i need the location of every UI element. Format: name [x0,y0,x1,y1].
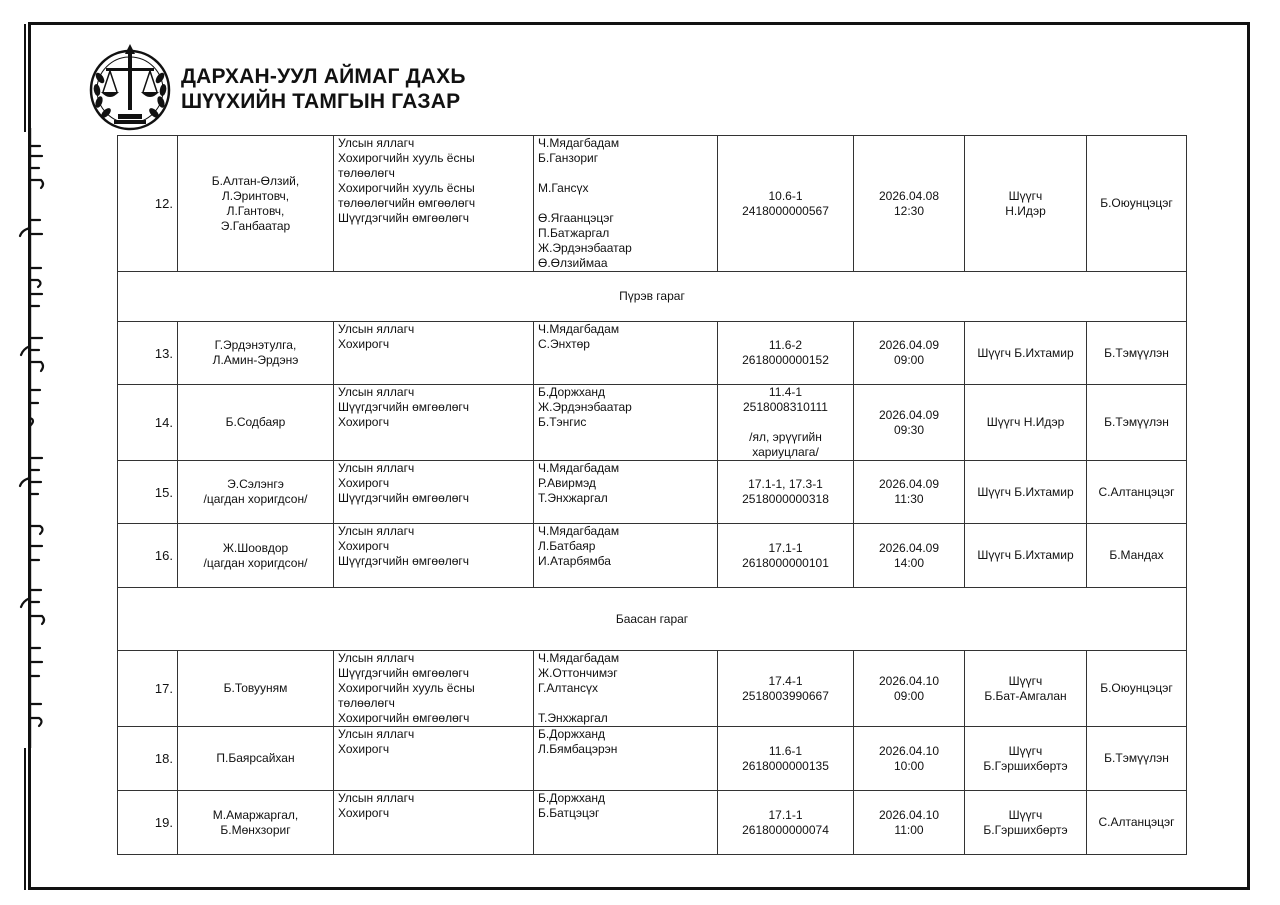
hearing-row [118,727,1187,791]
day-header-thursday [118,272,1187,322]
participant-names-line: Ч.Мядагбадам [538,524,620,538]
presiding-judge-cell [965,385,1087,461]
participant-roles-cell [334,136,534,272]
court-clerk-cell [1087,136,1187,272]
participant-names-line: Б.Доржханд [538,791,606,805]
hearing-datetime-cell [854,461,965,524]
participant-names-line: Б.Ганзориг [538,151,599,165]
law-article-case-id-line: хариуцлага/ [752,445,819,459]
participant-roles-line: Хохирогч [338,742,390,756]
participant-roles-cell [334,322,534,385]
law-article-case-id-line: 11.6-2 [768,338,803,352]
participant-roles-line: Хохирогч [338,539,390,553]
participant-names-line: Ж.Эрдэнэбаатар [538,241,632,255]
hearing-datetime-line: 2026.04.10 [878,743,940,758]
hearing-datetime-cell [854,791,965,855]
hearing-datetime-line: 09:00 [893,688,925,703]
participant-roles-cell [334,524,534,588]
defendant-names-line: Б.Товууням [223,681,288,695]
participant-roles-line: Улсын яллагч [338,322,415,336]
hearing-row [118,136,1187,272]
defendant-names-cell [178,461,334,524]
hearing-datetime-line: 11:30 [894,492,924,506]
law-article-case-id-cell [718,322,854,385]
court-clerk-line: Б.Оюунцэцэг [1100,681,1173,695]
court-clerk-line: Б.Тэмүүлэн [1104,345,1169,360]
participant-names-cell [534,727,718,791]
law-article-case-id-cell [718,651,854,727]
schedule-body-c [118,651,1187,855]
case-number-cell: 12. [118,136,178,272]
participant-names-cell [534,385,718,461]
defendant-names-cell [178,651,334,727]
participant-names-line: Ч.Мядагбадам [538,461,620,475]
participant-names-line: Л.Батбаяр [538,539,596,553]
org-title-line2: ШҮҮХИЙН ТАМГЫН ГАЗАР [181,90,461,113]
court-clerk-line: Б.Оюунцэцэг [1100,196,1173,210]
presiding-judge-line: Шүүгч [1008,673,1043,688]
participant-roles-line: Улсын яллагч [338,385,415,399]
court-clerk-cell [1087,461,1187,524]
court-clerk-cell [1087,322,1187,385]
participant-roles-line: Хохирогчийн өмгөөлөгч [338,711,470,725]
defendant-names-line: Л.Гантовч, [226,203,285,218]
participant-roles-cell [334,385,534,461]
case-number-cell: 15. [118,461,178,524]
defendant-names-line: П.Баярсайхан [216,751,295,765]
case-number-cell: 16. [118,524,178,588]
participant-names-cell [534,651,718,727]
schedule-body-b [118,322,1187,588]
court-clerk-line: С.Алтанцэцэг [1098,815,1175,829]
defendant-names-line: /цагдан хоригдсон/ [203,492,308,506]
participant-roles-line: Хохирогчийн хууль ёсны [338,681,475,695]
participant-names-line: Т.Энхжаргал [538,491,608,505]
participant-names-line: Б.Тэнгис [538,415,587,429]
presiding-judge-cell [965,727,1087,791]
participant-roles-line: Улсын яллагч [338,524,415,538]
day-label-thursday: Пүрэв гараг [118,272,1187,322]
participant-names-line: Л.Бямбацэрэн [538,742,618,756]
participant-names-line: Ч.Мядагбадам [538,651,620,665]
law-article-case-id-line: /ял, эрүүгийн [749,430,822,444]
margin-rule-top [24,24,26,132]
participant-names-line: Б.Доржханд [538,385,606,399]
hearing-datetime-line: 11:00 [894,822,924,837]
participant-roles-line: Хохирогчийн хууль ёсны [338,181,475,195]
presiding-judge-line: Шүүгч Б.Ихтамир [977,548,1074,562]
margin-rule-bottom [24,748,26,890]
participant-names-line: Г.Алтансүх [538,681,599,695]
participant-names-line: Ж.Эрдэнэбаатар [538,400,632,414]
presiding-judge-line: Б.Гэршихбөртэ [983,758,1068,773]
defendant-names-line: Э.Ганбаатар [220,218,291,233]
organization-title [181,64,466,114]
presiding-judge-line: Шүүгч [1008,807,1043,822]
law-article-case-id-cell [718,524,854,588]
court-clerk-line: Б.Тэмүүлэн [1104,751,1169,765]
hearing-datetime-line: 2026.04.10 [878,673,940,688]
participant-roles-line: Хохирогч [338,806,390,820]
participant-roles-line: Шүүгдэгчийн өмгөөлөгч [338,554,470,568]
participant-roles-line: Улсын яллагч [338,136,415,150]
presiding-judge-line: Шүүгч Н.Идэр [986,415,1065,429]
law-article-case-id-cell [718,136,854,272]
court-clerk-line: С.Алтанцэцэг [1098,484,1175,499]
defendant-names-line: /цагдан хоригдсон/ [203,555,308,570]
participant-roles-line: төлөөлөгч [338,696,395,710]
defendant-names-line: Л.Амин-Эрдэнэ [212,353,299,367]
hearing-datetime-line: 2026.04.10 [878,807,940,822]
law-article-case-id-line: 2618000000152 [742,353,829,367]
law-article-case-id-line: 2618000000074 [742,822,829,837]
presiding-judge-line: Шүүгч [1008,188,1043,203]
hearing-row [118,322,1187,385]
presiding-judge-line: Н.Идэр [1005,203,1046,218]
defendant-names-cell [178,385,334,461]
participant-roles-line: Шүүгдэгчийн өмгөөлөгч [338,491,470,505]
participant-roles-cell [334,461,534,524]
participant-roles-line: Шүүгдэгчийн өмгөөлөгч [338,400,470,414]
participant-names-line: Ө.Ягаанцэцэг [538,211,614,225]
participant-names-line: Б.Доржханд [538,727,606,741]
law-article-case-id-line: 2618000000135 [742,758,829,773]
participant-names-line: Р.Авирмэд [538,476,596,490]
defendant-names-line: Б.Мөнхзориг [220,822,291,837]
presiding-judge-cell [965,461,1087,524]
participant-names-line: М.Гансүх [538,181,589,195]
hearing-datetime-line: 2026.04.09 [878,407,940,422]
hearing-datetime-line: 2026.04.08 [878,188,940,203]
defendant-names-cell [178,136,334,272]
day-header-friday [118,588,1187,651]
defendant-names-line: Г.Эрдэнэтулга, [214,338,297,352]
law-article-case-id-line: 10.6-1 [768,188,803,203]
participant-roles-line: Улсын яллагч [338,461,415,475]
law-article-case-id-line: 17.1-1 [768,807,803,822]
law-article-case-id-line: 11.4-1 [768,385,803,399]
court-clerk-cell [1087,385,1187,461]
presiding-judge-line: Б.Бат-Амгалан [984,688,1067,703]
presiding-judge-cell [965,322,1087,385]
court-clerk-line: Б.Тэмүүлэн [1104,415,1169,429]
law-article-case-id-line: 17.1-1, 17.3-1 [748,477,823,491]
participant-names-line: Ч.Мядагбадам [538,322,620,336]
participant-names-cell [534,136,718,272]
hearing-datetime-line: 2026.04.09 [878,338,940,352]
presiding-judge-cell [965,524,1087,588]
participant-roles-cell [334,727,534,791]
participant-roles-line: Шүүгдэгчийн өмгөөлөгч [338,666,470,680]
participant-names-line: И.Атарбямба [538,554,611,568]
org-title-line1: ДАРХАН-УУЛ АЙМАГ ДАХЬ [181,65,466,88]
hearing-row [118,651,1187,727]
participant-roles-line: Хохирогч [338,415,390,429]
defendant-names-cell [178,524,334,588]
hearing-row [118,385,1187,461]
hearing-datetime-cell [854,385,965,461]
hearing-datetime-line: 09:30 [893,422,925,437]
hearing-datetime-line: 10:00 [893,758,925,773]
hearing-datetime-cell [854,322,965,385]
law-article-case-id-line [722,415,849,430]
hearing-datetime-line: 09:00 [893,353,925,367]
participant-names-line: Ж.Оттончимэг [538,666,618,680]
case-number-cell: 18. [118,727,178,791]
hearing-row [118,524,1187,588]
participant-names-line: Ө.Өлзиймаа [538,256,608,270]
hearing-datetime-cell [854,524,965,588]
participant-roles-line: төлөөлөгч [338,166,395,180]
participant-names-line: П.Батжаргал [538,226,610,240]
case-number-cell: 17. [118,651,178,727]
law-article-case-id-cell [718,461,854,524]
participant-names-line: Т.Энхжаргал [538,711,608,725]
law-article-case-id-cell [718,385,854,461]
participant-roles-line: Улсын яллагч [338,727,415,741]
mongolian-script-margin-icon [8,128,52,748]
participant-names-line [538,696,713,711]
participant-roles-line: Улсын яллагч [338,651,415,665]
court-clerk-line: Б.Мандах [1109,548,1164,562]
law-article-case-id-line: 17.4-1 [768,673,803,688]
hearing-datetime-line: 2026.04.09 [878,477,940,491]
hearing-datetime-line: 12:30 [893,203,925,218]
defendant-names-line: Б.Содбаяр [225,415,286,429]
hearing-datetime-cell [854,727,965,791]
hearing-schedule-table [117,135,1187,855]
participant-roles-cell [334,651,534,727]
participant-names-cell [534,524,718,588]
defendant-names-cell [178,727,334,791]
court-clerk-cell [1087,791,1187,855]
law-article-case-id-line: 2618000000101 [742,555,829,570]
participant-roles-line: Шүүгдэгчийн өмгөөлөгч [338,211,470,225]
hearing-datetime-cell [854,651,965,727]
participant-names-cell [534,322,718,385]
participant-roles-line: Хохирогч [338,476,390,490]
hearing-row [118,461,1187,524]
participant-names-line [538,166,713,181]
hearing-datetime-cell [854,136,965,272]
participant-names-cell [534,461,718,524]
participant-roles-line: Хохирогчийн хууль ёсны [338,151,475,165]
schedule-body-a [118,136,1187,272]
participant-roles-line: төлөөлөгчийн өмгөөлөгч [338,196,476,210]
participant-names-line: Ч.Мядагбадам [538,136,620,150]
presiding-judge-cell [965,136,1087,272]
law-article-case-id-cell [718,791,854,855]
case-number-cell: 13. [118,322,178,385]
court-scales-emblem-icon [88,44,172,132]
law-article-case-id-line: 2518008310111 [743,400,828,414]
defendant-names-line: Б.Алтан-Өлзий, [211,173,300,188]
presiding-judge-cell [965,791,1087,855]
case-number-cell: 14. [118,385,178,461]
law-article-case-id-line: 2418000000567 [742,203,829,218]
hearing-datetime-line: 2026.04.09 [878,540,940,555]
defendant-names-cell [178,322,334,385]
court-clerk-cell [1087,727,1187,791]
presiding-judge-cell [965,651,1087,727]
court-clerk-cell [1087,651,1187,727]
defendant-names-line: Ж.Шоовдор [222,540,289,555]
court-clerk-cell [1087,524,1187,588]
participant-names-cell [534,791,718,855]
participant-roles-line: Улсын яллагч [338,791,415,805]
presiding-judge-line: Шүүгч [1008,743,1043,758]
law-article-case-id-line: 17.1-1 [768,540,803,555]
participant-roles-line: Хохирогч [338,337,390,351]
hearing-datetime-line: 14:00 [893,555,925,570]
law-article-case-id-line: 2518003990667 [742,688,829,703]
participant-names-line [538,196,713,211]
case-number-cell: 19. [118,791,178,855]
day-label-friday: Баасан гараг [118,588,1187,651]
hearing-row [118,791,1187,855]
defendant-names-line: Л.Эринтовч, [221,188,290,203]
law-article-case-id-cell [718,727,854,791]
presiding-judge-line: Шүүгч Б.Ихтамир [977,345,1074,360]
participant-names-line: С.Энхтөр [538,337,590,351]
defendant-names-cell [178,791,334,855]
defendant-names-line: М.Амаржаргал, [212,807,299,822]
participant-names-line: Б.Батцэцэг [538,806,600,820]
presiding-judge-line: Шүүгч Б.Ихтамир [977,484,1074,499]
law-article-case-id-line: 11.6-1 [768,743,803,758]
defendant-names-line: Э.Сэлэнгэ [227,477,284,491]
law-article-case-id-line: 2518000000318 [742,492,829,506]
participant-roles-cell [334,791,534,855]
presiding-judge-line: Б.Гэршихбөртэ [983,822,1068,837]
